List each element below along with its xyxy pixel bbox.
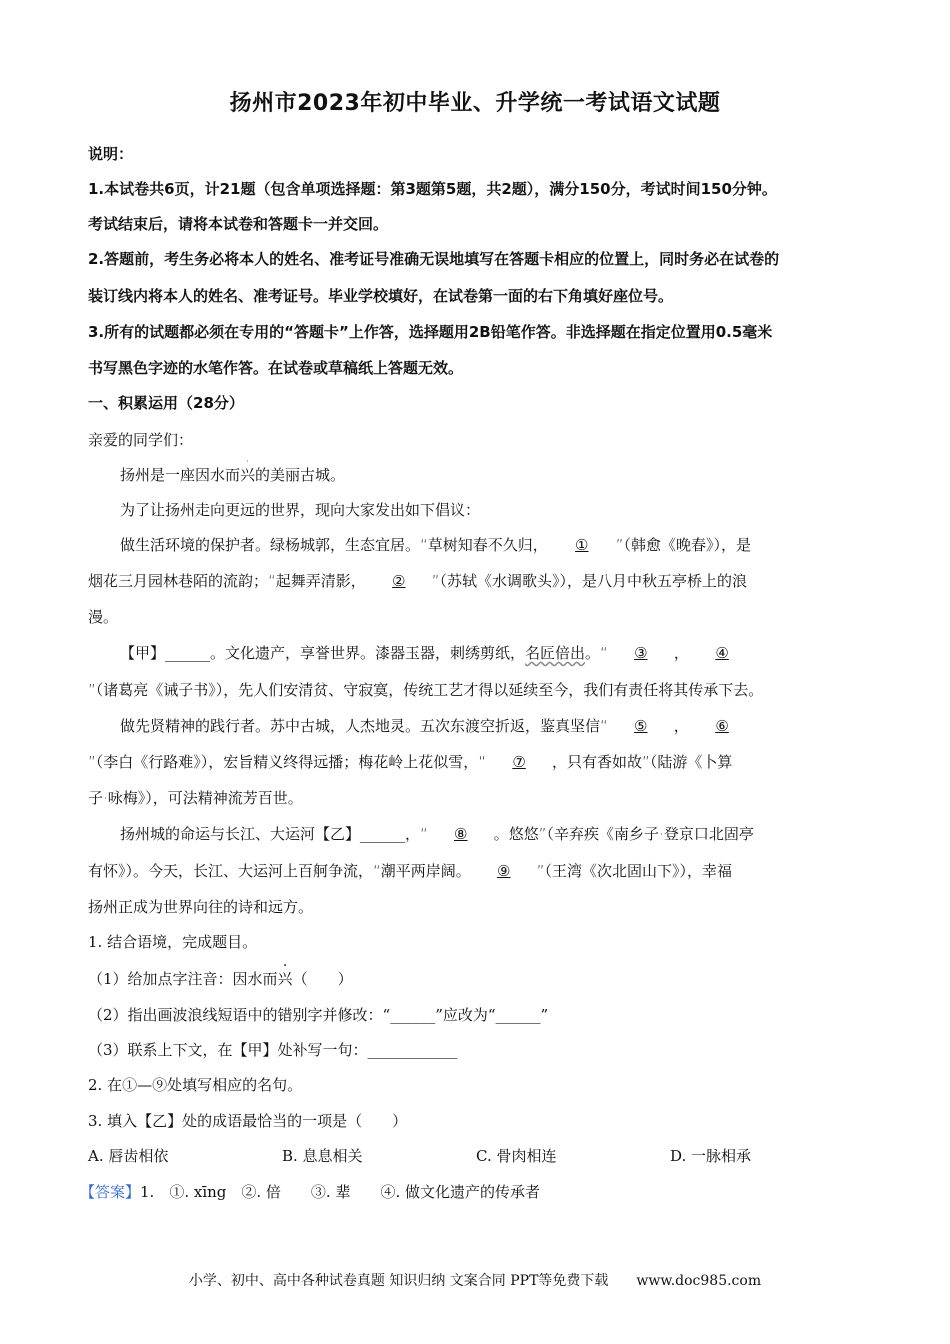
question-2: 2. 在①—⑨处填写相应的名句。 <box>88 1076 303 1094</box>
option-b: B. 息息相关 <box>282 1147 363 1165</box>
section-heading: 一、积累运用（28分） <box>88 394 244 412</box>
answer-tag: 【答案】 <box>80 1183 141 1201</box>
wavy-phrase: 名匠倍出 <box>525 644 586 662</box>
passage-p5b <box>88 751 732 772</box>
blank-9: ⑨ <box>497 862 511 880</box>
q1-1-pre: （1）给加点字注音：因水而 <box>88 970 278 988</box>
blank-6: ⑥ <box>715 717 729 735</box>
option-d: D. 一脉相承 <box>670 1147 752 1165</box>
passage-p6a <box>120 823 754 844</box>
p6b-text1: 有怀》）。今天，长江、大运河上百舸争流，“潮平两岸阔。 <box>88 862 471 880</box>
p3a-text2: ”（韩愈《晚春》），是 <box>615 536 752 554</box>
p4a-text1: 【甲】______。文化遗产，享誉世界。漆器玉器，刺绣剪纸， <box>120 644 526 662</box>
p6b-text2: ”（王湾《次北固山下》），幸福 <box>536 862 733 880</box>
answer-text: 1. ①. xīng ②. 倍 ③. 辈 ④. 做文化遗产的传承者 <box>140 1183 540 1201</box>
q1-1-post: （ ） <box>292 970 353 988</box>
instruction-2b: 装订线内将本人的姓名、准考证号。毕业学校填好，在试卷第一面的右下角填好座位号。 <box>88 287 674 305</box>
p1-pre: 扬州是一座因水而 <box>120 466 241 484</box>
blank-1: ① <box>575 536 589 554</box>
blank-3: ③ <box>634 644 648 662</box>
passage-p5c: 子·咏梅》），可法精神流芳百世。 <box>88 789 303 807</box>
passage-p6b <box>88 860 732 881</box>
instruction-1b: 考试结束后，请将本试卷和答题卡一并交回。 <box>88 215 389 233</box>
p5a-text2: ， <box>673 717 689 735</box>
answer-line <box>80 1181 540 1202</box>
passage-p1 <box>120 464 345 485</box>
passage-p3a <box>120 534 751 555</box>
q1-dotted-char: 兴 <box>277 970 293 988</box>
p1-post: 的美丽古城。 <box>255 466 346 484</box>
blank-8: ⑧ <box>454 825 468 843</box>
question-1-2: （2）指出画波浪线短语中的错别字并修改：“______”应改为“______” <box>88 1006 549 1024</box>
question-1: 1. 结合语境，完成题目。 <box>88 933 258 951</box>
instruction-1a: 1.本试卷共6页，计21题（包含单项选择题：第3题第5题，共2题），满分150分，考试时间150分钟。 <box>88 180 777 198</box>
blank-5: ⑤ <box>634 717 648 735</box>
passage-p3b <box>88 570 747 591</box>
option-c: C. 骨肉相连 <box>476 1147 557 1165</box>
p3a-text1: 做生活环境的保护者。绿杨城郭，生态宜居。“草树知春不久归， <box>120 536 548 554</box>
p5b-text2: ，只有香如故”（陆游《卜算 <box>552 753 733 771</box>
passage-p2: 为了让扬州走向更远的世界，现向大家发出如下倡议： <box>120 501 481 519</box>
question-1-3: （3）联系上下文，在【甲】处补写一句：____________ <box>88 1041 458 1059</box>
p5a-text1: 做先贤精神的践行者。苏中古城，人杰地灵。五次东渡空折返，鉴真坚信“ <box>120 717 608 735</box>
option-a: A. 唇齿相依 <box>88 1147 169 1165</box>
blank-7: ⑦ <box>512 753 526 771</box>
instruction-3a: 3.所有的试题都必须在专用的“答题卡”上作答，选择题用2B铅笔作答。非选择题在指定位置用0.5毫米 <box>88 323 773 341</box>
page-title: 扬州市2023年初中毕业、升学统一考试语文试题 <box>229 91 721 116</box>
passage-p4a <box>120 642 729 663</box>
instructions-label: 说明： <box>88 145 134 163</box>
footer: 小学、初中、高中各种试卷真题 知识归纳 文案合同 PPT等免费下载 www.doc985.com <box>188 1273 762 1289</box>
p4a-text3: ， <box>673 644 689 662</box>
p6a-text1: 扬州城的命运与长江、大运河【乙】______，“ <box>120 825 428 843</box>
p3b-text2: ”（苏轼《水调歌头》），是八月中秋五亭桥上的浪 <box>431 572 748 590</box>
passage-p4b: ”（诸葛亮《诫子书》），先人们安清贫、守寂寞，传统工艺才得以延续至今，我们有责任将其传承下去。 <box>88 681 764 699</box>
blank-2: ② <box>392 572 406 590</box>
question-3: 3. 填入【乙】处的成语最恰当的一项是（ ） <box>88 1112 408 1130</box>
p5b-text1: ”（李白《行路难》），宏旨精义终得远播；梅花岭上花似雪，“ <box>88 753 487 771</box>
instruction-2a: 2.答题前，考生务必将本人的姓名、准考证号准确无误地填写在答题卡相应的位置上，同时务必在试卷的 <box>88 250 780 268</box>
question-1-1 <box>88 968 353 989</box>
blank-4: ④ <box>715 644 729 662</box>
dotted-char: 兴 <box>240 466 256 484</box>
passage-p6c: 扬州正成为世界向往的诗和远方。 <box>88 898 314 916</box>
p3b-text1: 烟花三月园林巷陌的流韵；“起舞弄清影， <box>88 572 366 590</box>
p4a-text2: 。“ <box>585 644 608 662</box>
p6a-text2: 。悠悠”（辛弃疾《南乡子·登京口北固亭 <box>493 825 754 843</box>
passage-p3c: 漫。 <box>88 608 119 626</box>
passage-greeting: 亲爱的同学们： <box>88 431 194 449</box>
passage-p5a <box>120 715 729 736</box>
instruction-3b: 书写黑色字迹的水笔作答。在试卷或草稿纸上答题无效。 <box>88 359 464 377</box>
